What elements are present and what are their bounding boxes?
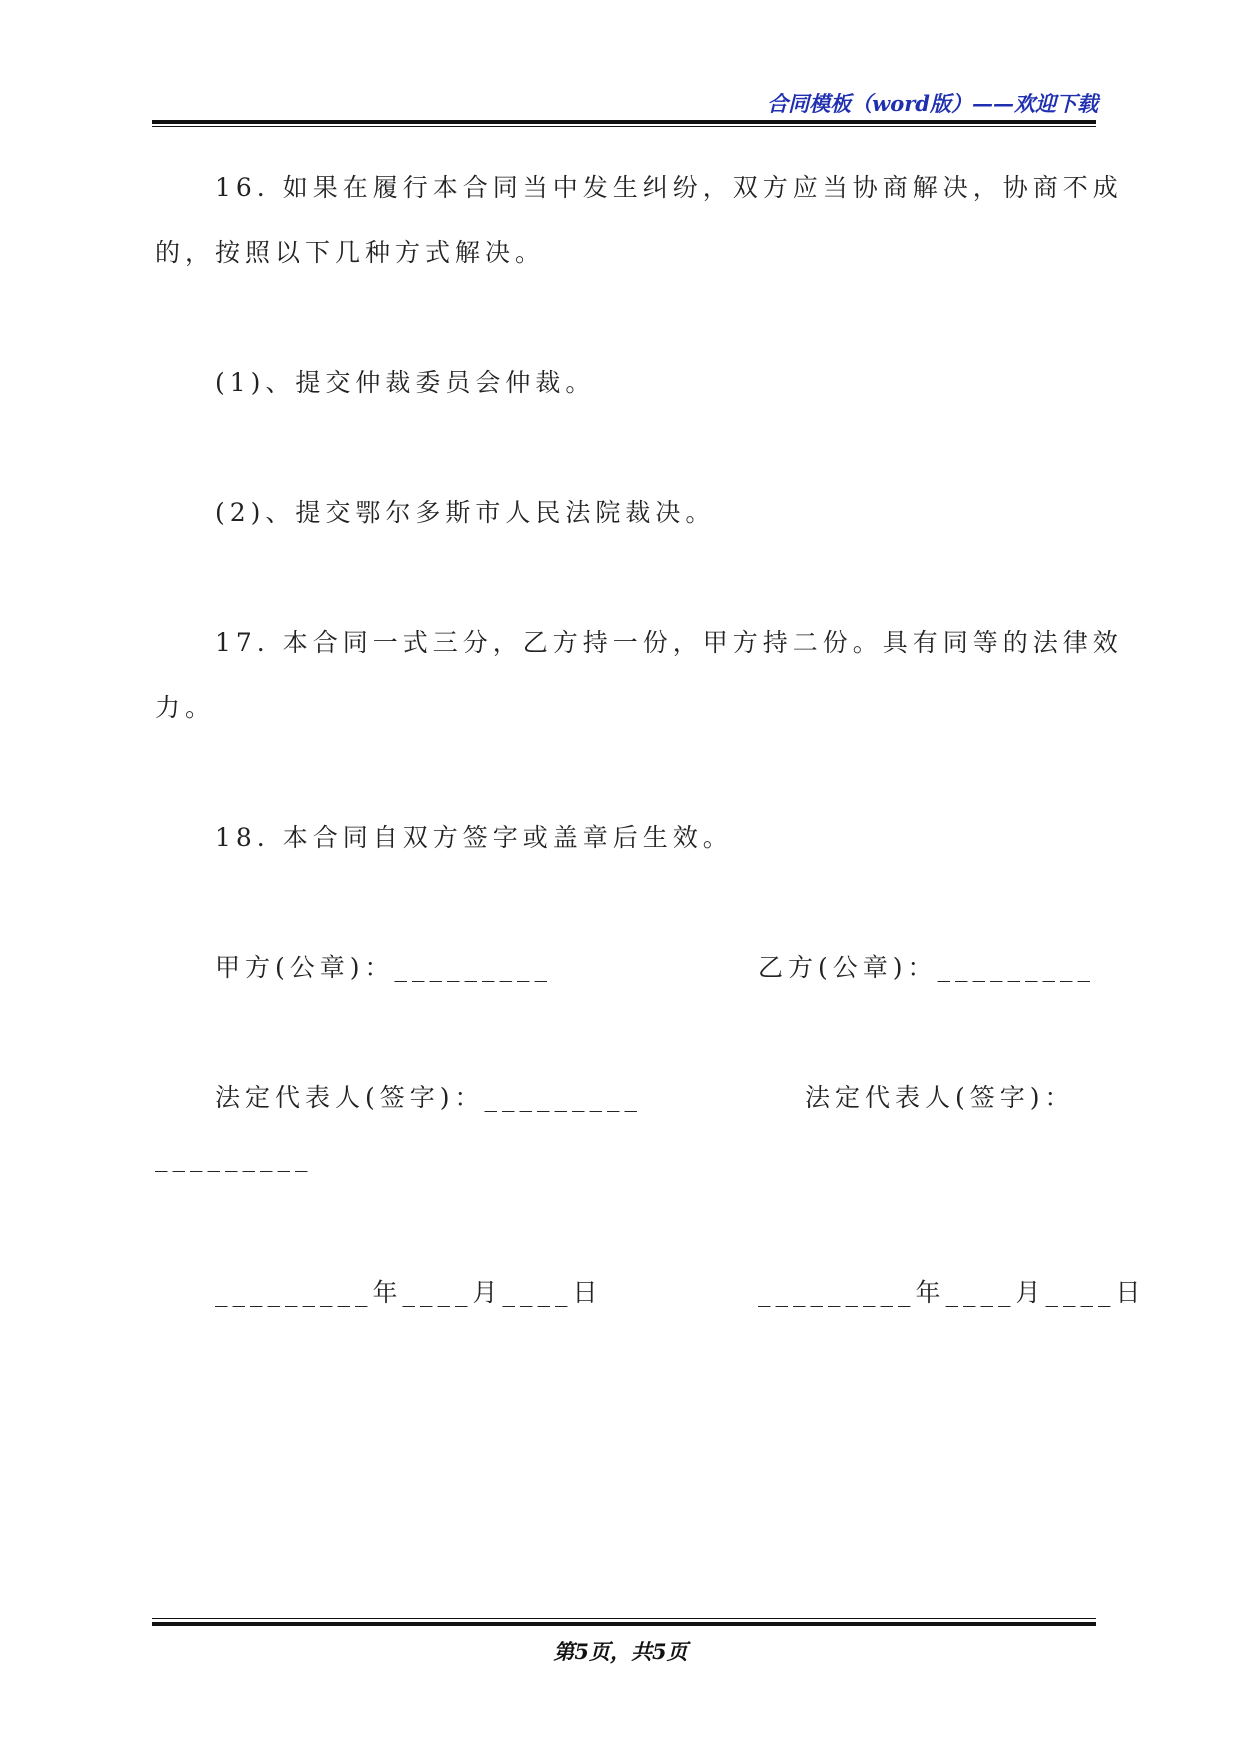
clause-18: 18. 本合同自双方签字或盖章后生效。 [215,823,733,852]
header-rule-thick [152,120,1096,124]
page-number: 第5页，共5页 [553,1639,688,1664]
clause-16-line-1: 16. 如果在履行本合同当中发生纠纷，双方应当协商解决，协商不成 [215,173,1123,202]
date-party-b: _________年____月____日 [758,1278,1146,1307]
footer-rule-thin [152,1618,1096,1619]
clause-16-line-2: 的，按照以下几种方式解决。 [155,238,546,267]
date-party-a: _________年____月____日 [215,1278,603,1307]
header-title: 合同模板（word版）——欢迎下载 [767,91,1098,116]
party-a-seal: 甲方(公章)：_________ [215,953,553,982]
footer-rule-thick [152,1622,1096,1626]
clause-17-line-1: 17. 本合同一式三分，乙方持一份，甲方持二份。具有同等的法律效 [215,628,1123,657]
party-a-representative: 法定代表人(签字)：_________ [215,1083,643,1112]
option-2: (2)、提交鄂尔多斯市人民法院裁决。 [215,498,716,527]
party-b-representative-blank: _________ [155,1143,313,1172]
option-1: (1)、提交仲裁委员会仲裁。 [215,368,596,397]
party-b-seal: 乙方(公章)：_________ [758,953,1096,982]
party-b-representative: 法定代表人(签字)： [805,1083,1075,1112]
header-rule-thin [152,126,1096,127]
clause-17-line-2: 力。 [155,693,216,722]
